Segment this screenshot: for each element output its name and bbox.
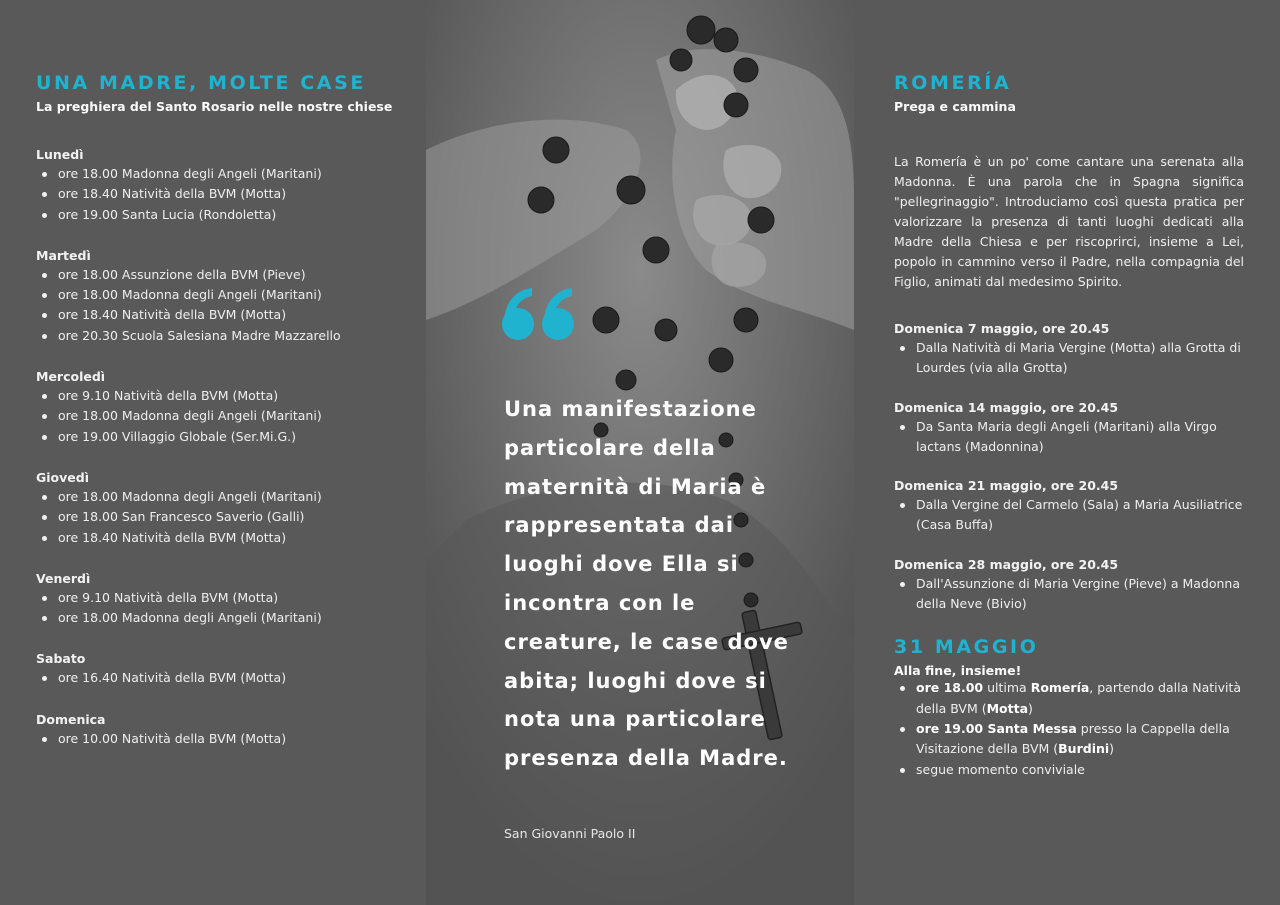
schedule-title: UNA MADRE, MOLTE CASE: [36, 72, 366, 94]
quote-author: San Giovanni Paolo II: [504, 826, 636, 841]
quote-text: Una manifestazione particolare della maternità di Maria è rappresentata dai luoghi dove Ella si incontra con le creature, le case dove abita; luoghi dove si nota una particolare presenza della Madre.: [504, 397, 789, 771]
final-list: [894, 678, 1244, 779]
event-route-list: [894, 574, 1244, 615]
day-block: [36, 368, 426, 447]
day-heading: Lunedì: [36, 147, 84, 162]
day-heading: Martedì: [36, 247, 91, 263]
schedule-list: [36, 265, 426, 346]
day-heading: Giovedì: [36, 469, 89, 485]
day-heading: Mercoledì: [36, 369, 106, 385]
list-item: ore 9.10 Natività della BVM (Motta): [36, 588, 426, 608]
day-block: [36, 711, 426, 749]
day-block: [36, 570, 426, 629]
list-item: Dalla Vergine del Carmelo (Sala) a Maria Ausiliatrice (Casa Buffa): [894, 495, 1244, 536]
day-heading: Sabato: [36, 651, 86, 667]
list-item: ore 19.00 Santa Messa presso la Cappella della Visitazione della BVM (Burdini): [894, 719, 1244, 760]
event-date: Domenica 7 maggio, ore 20.45: [894, 321, 1110, 336]
list-item: ore 20.30 Scuola Salesiana Madre Mazzarello: [36, 326, 426, 346]
list-item: ore 18.00 Assunzione della BVM (Pieve): [36, 265, 426, 285]
event-block: [894, 556, 1244, 615]
romeria-column: [854, 0, 1280, 905]
romeria-events: [894, 320, 1244, 614]
event-date: Domenica 14 maggio, ore 20.45: [894, 399, 1119, 415]
quote-mark-icon: [502, 288, 576, 340]
event-route-list: [894, 495, 1244, 536]
list-item: ore 18.00 ultima Romería, partendo dalla Natività della BVM (Motta): [894, 678, 1244, 719]
event-block: [894, 477, 1244, 536]
romeria-intro: La Romería è un po' come cantare una serenata alla Madonna. È una parola che in Spagna significa "pellegrinaggio". Introduciamo così questa pratica per valorizzare la presenza di tanti luoghi dedicati alla Madre della Chiesa e per riscoprirci, insieme a Lei, popolo in cammino verso il Padre, nella compagnia del Figlio, animati dal medesimo Spirito.: [894, 154, 1244, 289]
list-item: ore 18.00 Madonna degli Angeli (Maritani): [36, 164, 426, 184]
list-item: ore 18.40 Natività della BVM (Motta): [36, 528, 426, 548]
schedule-list: [36, 386, 426, 447]
list-item: Da Santa Maria degli Angeli (Maritani) alla Virgo lactans (Madonnina): [894, 417, 1244, 458]
schedule-list: [36, 487, 426, 548]
event-route-list: [894, 417, 1244, 458]
day-block: [36, 650, 426, 688]
list-item: ore 9.10 Natività della BVM (Motta): [36, 386, 426, 406]
final-title: 31 MAGGIO: [894, 636, 1039, 659]
schedule-list: [36, 164, 426, 225]
event-block: [894, 399, 1244, 458]
list-item: Dalla Natività di Maria Vergine (Motta) alla Grotta di Lourdes (via alla Grotta): [894, 338, 1244, 379]
romeria-subtitle: Prega e cammina: [894, 99, 1016, 114]
list-item: ore 18.00 San Francesco Saverio (Galli): [36, 507, 426, 527]
event-route-list: [894, 338, 1244, 379]
list-item: ore 18.00 Madonna degli Angeli (Maritani): [36, 608, 426, 628]
rosary-schedule-column: [0, 0, 426, 905]
schedule-list: [36, 729, 426, 749]
list-item: segue momento conviviale: [894, 760, 1244, 780]
quote-column: [426, 0, 854, 905]
schedule-subtitle: La preghiera del Santo Rosario nelle nostre chiese: [36, 99, 393, 114]
list-item: ore 18.40 Natività della BVM (Motta): [36, 305, 426, 325]
schedule-list: [36, 668, 426, 688]
day-heading: Venerdì: [36, 570, 91, 586]
final-subtitle: Alla fine, insieme!: [894, 663, 1022, 679]
event-date: Domenica 21 maggio, ore 20.45: [894, 478, 1119, 494]
event-block: [894, 320, 1244, 379]
list-item: ore 18.40 Natività della BVM (Motta): [36, 184, 426, 204]
day-block: [36, 469, 426, 548]
list-item: ore 10.00 Natività della BVM (Motta): [36, 729, 426, 749]
romeria-title: ROMERÍA: [894, 72, 1012, 94]
list-item: ore 16.40 Natività della BVM (Motta): [36, 668, 426, 688]
schedule-list: [36, 588, 426, 629]
schedule-days: [36, 146, 426, 749]
list-item: ore 18.00 Madonna degli Angeli (Maritani): [36, 285, 426, 305]
event-date: Domenica 28 maggio, ore 20.45: [894, 556, 1119, 572]
list-item: Dall'Assunzione di Maria Vergine (Pieve) a Madonna della Neve (Bivio): [894, 574, 1244, 615]
list-item: ore 19.00 Villaggio Globale (Ser.Mi.G.): [36, 427, 426, 447]
list-item: ore 18.00 Madonna degli Angeli (Maritani): [36, 487, 426, 507]
list-item: ore 19.00 Santa Lucia (Rondoletta): [36, 205, 426, 225]
list-item: ore 18.00 Madonna degli Angeli (Maritani): [36, 406, 426, 426]
day-heading: Domenica: [36, 711, 106, 727]
day-block: [36, 146, 426, 225]
day-block: [36, 247, 426, 346]
